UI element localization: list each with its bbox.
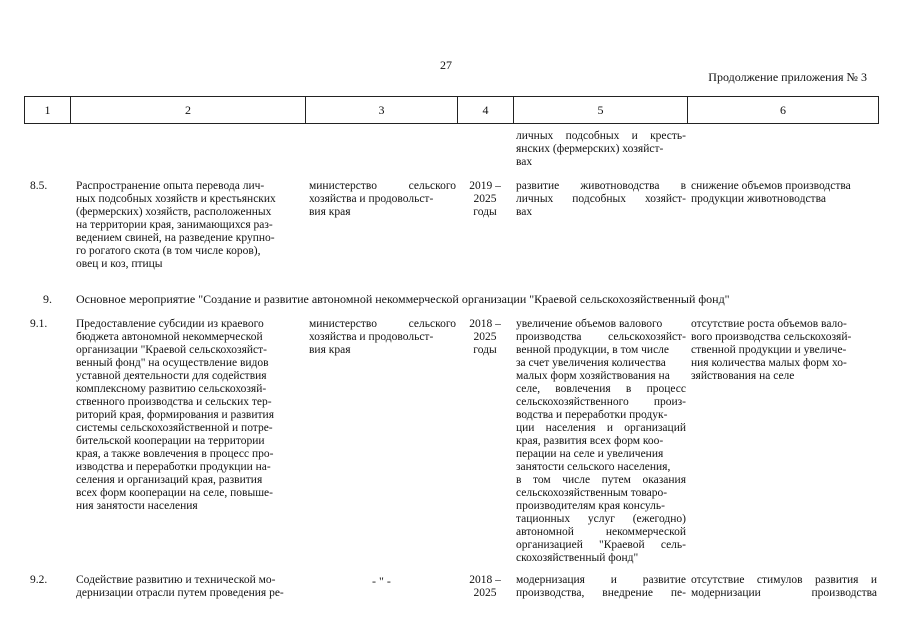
text-line: всех форм кооперации на селе, повыше- bbox=[76, 487, 273, 499]
header-col-1: 1 bbox=[25, 97, 71, 124]
text-line: Содействие развитию и технической мо- bbox=[76, 574, 276, 586]
text-line: ведением свиней, на разведение крупно- bbox=[76, 232, 275, 244]
text-line: в том числе путем оказания bbox=[516, 474, 686, 486]
header-col-2: 2 bbox=[71, 97, 306, 124]
text-line: уставной деятельности для содействия bbox=[76, 370, 267, 382]
text-line: края, а также вовлечения в процесс про- bbox=[76, 448, 274, 460]
text-line: за счет увеличения количества bbox=[516, 357, 666, 369]
text-line: хозяйства и продовольст- bbox=[309, 193, 434, 205]
text-line: ственного производства и сельских тер- bbox=[76, 396, 272, 408]
row-9-1-executor bbox=[309, 318, 456, 357]
text-line: развитие животноводства в bbox=[516, 180, 686, 192]
text-line: венной продукции, в том числе bbox=[516, 344, 670, 356]
text-line: ния количества малых форм хо- bbox=[691, 357, 847, 369]
text-line: системы сельскохозяйственной и потре- bbox=[76, 422, 273, 434]
text-line: ных подсобных хозяйств и крестьянских bbox=[76, 193, 276, 205]
text-line: 2025 bbox=[473, 587, 497, 599]
page-number: 27 bbox=[440, 58, 452, 72]
text-line: Распространение опыта перевода лич- bbox=[76, 180, 265, 192]
text-line: сельскохозяйственного произ- bbox=[516, 396, 686, 408]
text-line: продукции животноводства bbox=[691, 193, 826, 205]
text-line: 2025 bbox=[473, 331, 497, 343]
text-line: ственной продукции и увеличе- bbox=[691, 344, 847, 356]
text-line: вах bbox=[516, 206, 533, 218]
text-line: ния занятости населения bbox=[76, 500, 198, 512]
text-line: на территории края, занимающихся раз- bbox=[76, 219, 273, 231]
text-line: края, развития всех форм коо- bbox=[516, 435, 664, 447]
text-line: бительской кооперации на территории bbox=[76, 435, 265, 447]
text-line: модернизация и развитие bbox=[516, 574, 686, 586]
appendix-title: Продолжение приложения № 3 bbox=[708, 70, 867, 84]
text-line: занятости сельского населения, bbox=[516, 461, 671, 473]
header-col-4: 4 bbox=[458, 97, 514, 124]
row-9-1-number: 9.1. bbox=[30, 318, 48, 330]
row-9-2-executor-ditto: - " - bbox=[372, 574, 391, 588]
row-8-5-consequence bbox=[691, 180, 877, 206]
row-8-5-number: 8.5. bbox=[30, 180, 48, 192]
row-9-2-number: 9.2. bbox=[30, 574, 48, 586]
text-line: перации на селе и увеличения bbox=[516, 448, 664, 460]
row-9-2-result bbox=[516, 574, 686, 600]
text-line: риторий края, формирования и развития bbox=[76, 409, 274, 421]
table-header bbox=[24, 96, 879, 124]
text-line: модернизации производства bbox=[691, 587, 877, 599]
header-col-5: 5 bbox=[514, 97, 688, 124]
text-line: водства и переработки продук- bbox=[516, 409, 668, 421]
text-line: годы bbox=[473, 344, 497, 356]
text-line: министерство сельского bbox=[309, 318, 456, 330]
text-line: организацией "Краевой сель- bbox=[516, 539, 686, 551]
text-line: вия края bbox=[309, 206, 351, 218]
text-line: венный фонд" на осуществление видов bbox=[76, 357, 269, 369]
text-line: (фермерских) хозяйств, расположенных bbox=[76, 206, 272, 218]
text-line: увеличение объемов валового bbox=[516, 318, 663, 330]
text-line: производства, внедрение пе- bbox=[516, 587, 686, 599]
text-line: янских (фермерских) хозяйст- bbox=[516, 143, 664, 155]
text-line: личных подсобных хозяйст- bbox=[516, 193, 686, 205]
row-9-2-description bbox=[76, 574, 298, 600]
text-line: вия края bbox=[309, 344, 351, 356]
text-line: дернизации отрасли путем проведения ре- bbox=[76, 587, 284, 599]
text-line: снижение объемов производства bbox=[691, 180, 851, 192]
row-9-1-description bbox=[76, 318, 298, 513]
text-line: селе, вовлечения в процесс bbox=[516, 383, 686, 395]
text-line: производства сельскохозяйст- bbox=[516, 331, 686, 343]
text-line: 2018 – bbox=[469, 574, 501, 586]
row-8-5-period bbox=[460, 180, 510, 219]
carryover-col5 bbox=[516, 130, 686, 169]
text-line: 2025 bbox=[473, 193, 497, 205]
text-line: вого производства сельскохозяй- bbox=[691, 331, 852, 343]
row-9-2-period bbox=[460, 574, 510, 600]
row-9-2-consequence bbox=[691, 574, 877, 600]
section-number: 9. bbox=[43, 292, 52, 306]
text-line: ции населения и организаций bbox=[516, 422, 686, 434]
text-line: автономной некоммерческой bbox=[516, 526, 686, 538]
text-line: скохозяйственный фонд" bbox=[516, 552, 639, 564]
header-col-6: 6 bbox=[688, 97, 879, 124]
text-line: личных подсобных и кресть- bbox=[516, 130, 686, 142]
text-line: вах bbox=[516, 156, 533, 168]
text-line: го рогатого скота (в том числе коров), bbox=[76, 245, 261, 257]
row-9-1-period bbox=[460, 318, 510, 357]
text-line: зяйствования на селе bbox=[691, 370, 795, 382]
text-line: отсутствие роста объемов вало- bbox=[691, 318, 847, 330]
section-title: Основное мероприятие "Создание и развитие автономной некоммерческой организации "Краевой сельскохозяйственный фонд" bbox=[76, 292, 730, 306]
text-line: годы bbox=[473, 206, 497, 218]
text-line: организации "Краевой сельскохозяйст- bbox=[76, 344, 267, 356]
header-col-3: 3 bbox=[306, 97, 458, 124]
row-9-1-consequence bbox=[691, 318, 877, 383]
text-line: сельскохозяйственным товаро- bbox=[516, 487, 668, 499]
text-line: хозяйства и продовольст- bbox=[309, 331, 434, 343]
text-line: министерство сельского bbox=[309, 180, 456, 192]
row-9-1-result bbox=[516, 318, 686, 565]
text-line: отсутствие стимулов развития и bbox=[691, 574, 877, 586]
text-line: комплексному развитию сельскохозяй- bbox=[76, 383, 267, 395]
row-8-5-description bbox=[76, 180, 298, 271]
text-line: селения и организаций края, развития bbox=[76, 474, 263, 486]
text-line: производителям края консуль- bbox=[516, 500, 665, 512]
text-line: 2019 – bbox=[469, 180, 501, 192]
text-line: овец и коз, птицы bbox=[76, 258, 163, 270]
row-8-5-executor bbox=[309, 180, 456, 219]
text-line: 2018 – bbox=[469, 318, 501, 330]
text-line: изводства и переработки продукции на- bbox=[76, 461, 271, 473]
text-line: малых форм хозяйствования на bbox=[516, 370, 670, 382]
text-line: Предоставление субсидии из краевого bbox=[76, 318, 264, 330]
text-line: тационных услуг (ежегодно) bbox=[516, 513, 686, 525]
row-8-5-result bbox=[516, 180, 686, 219]
text-line: бюджета автономной некоммерческой bbox=[76, 331, 263, 343]
